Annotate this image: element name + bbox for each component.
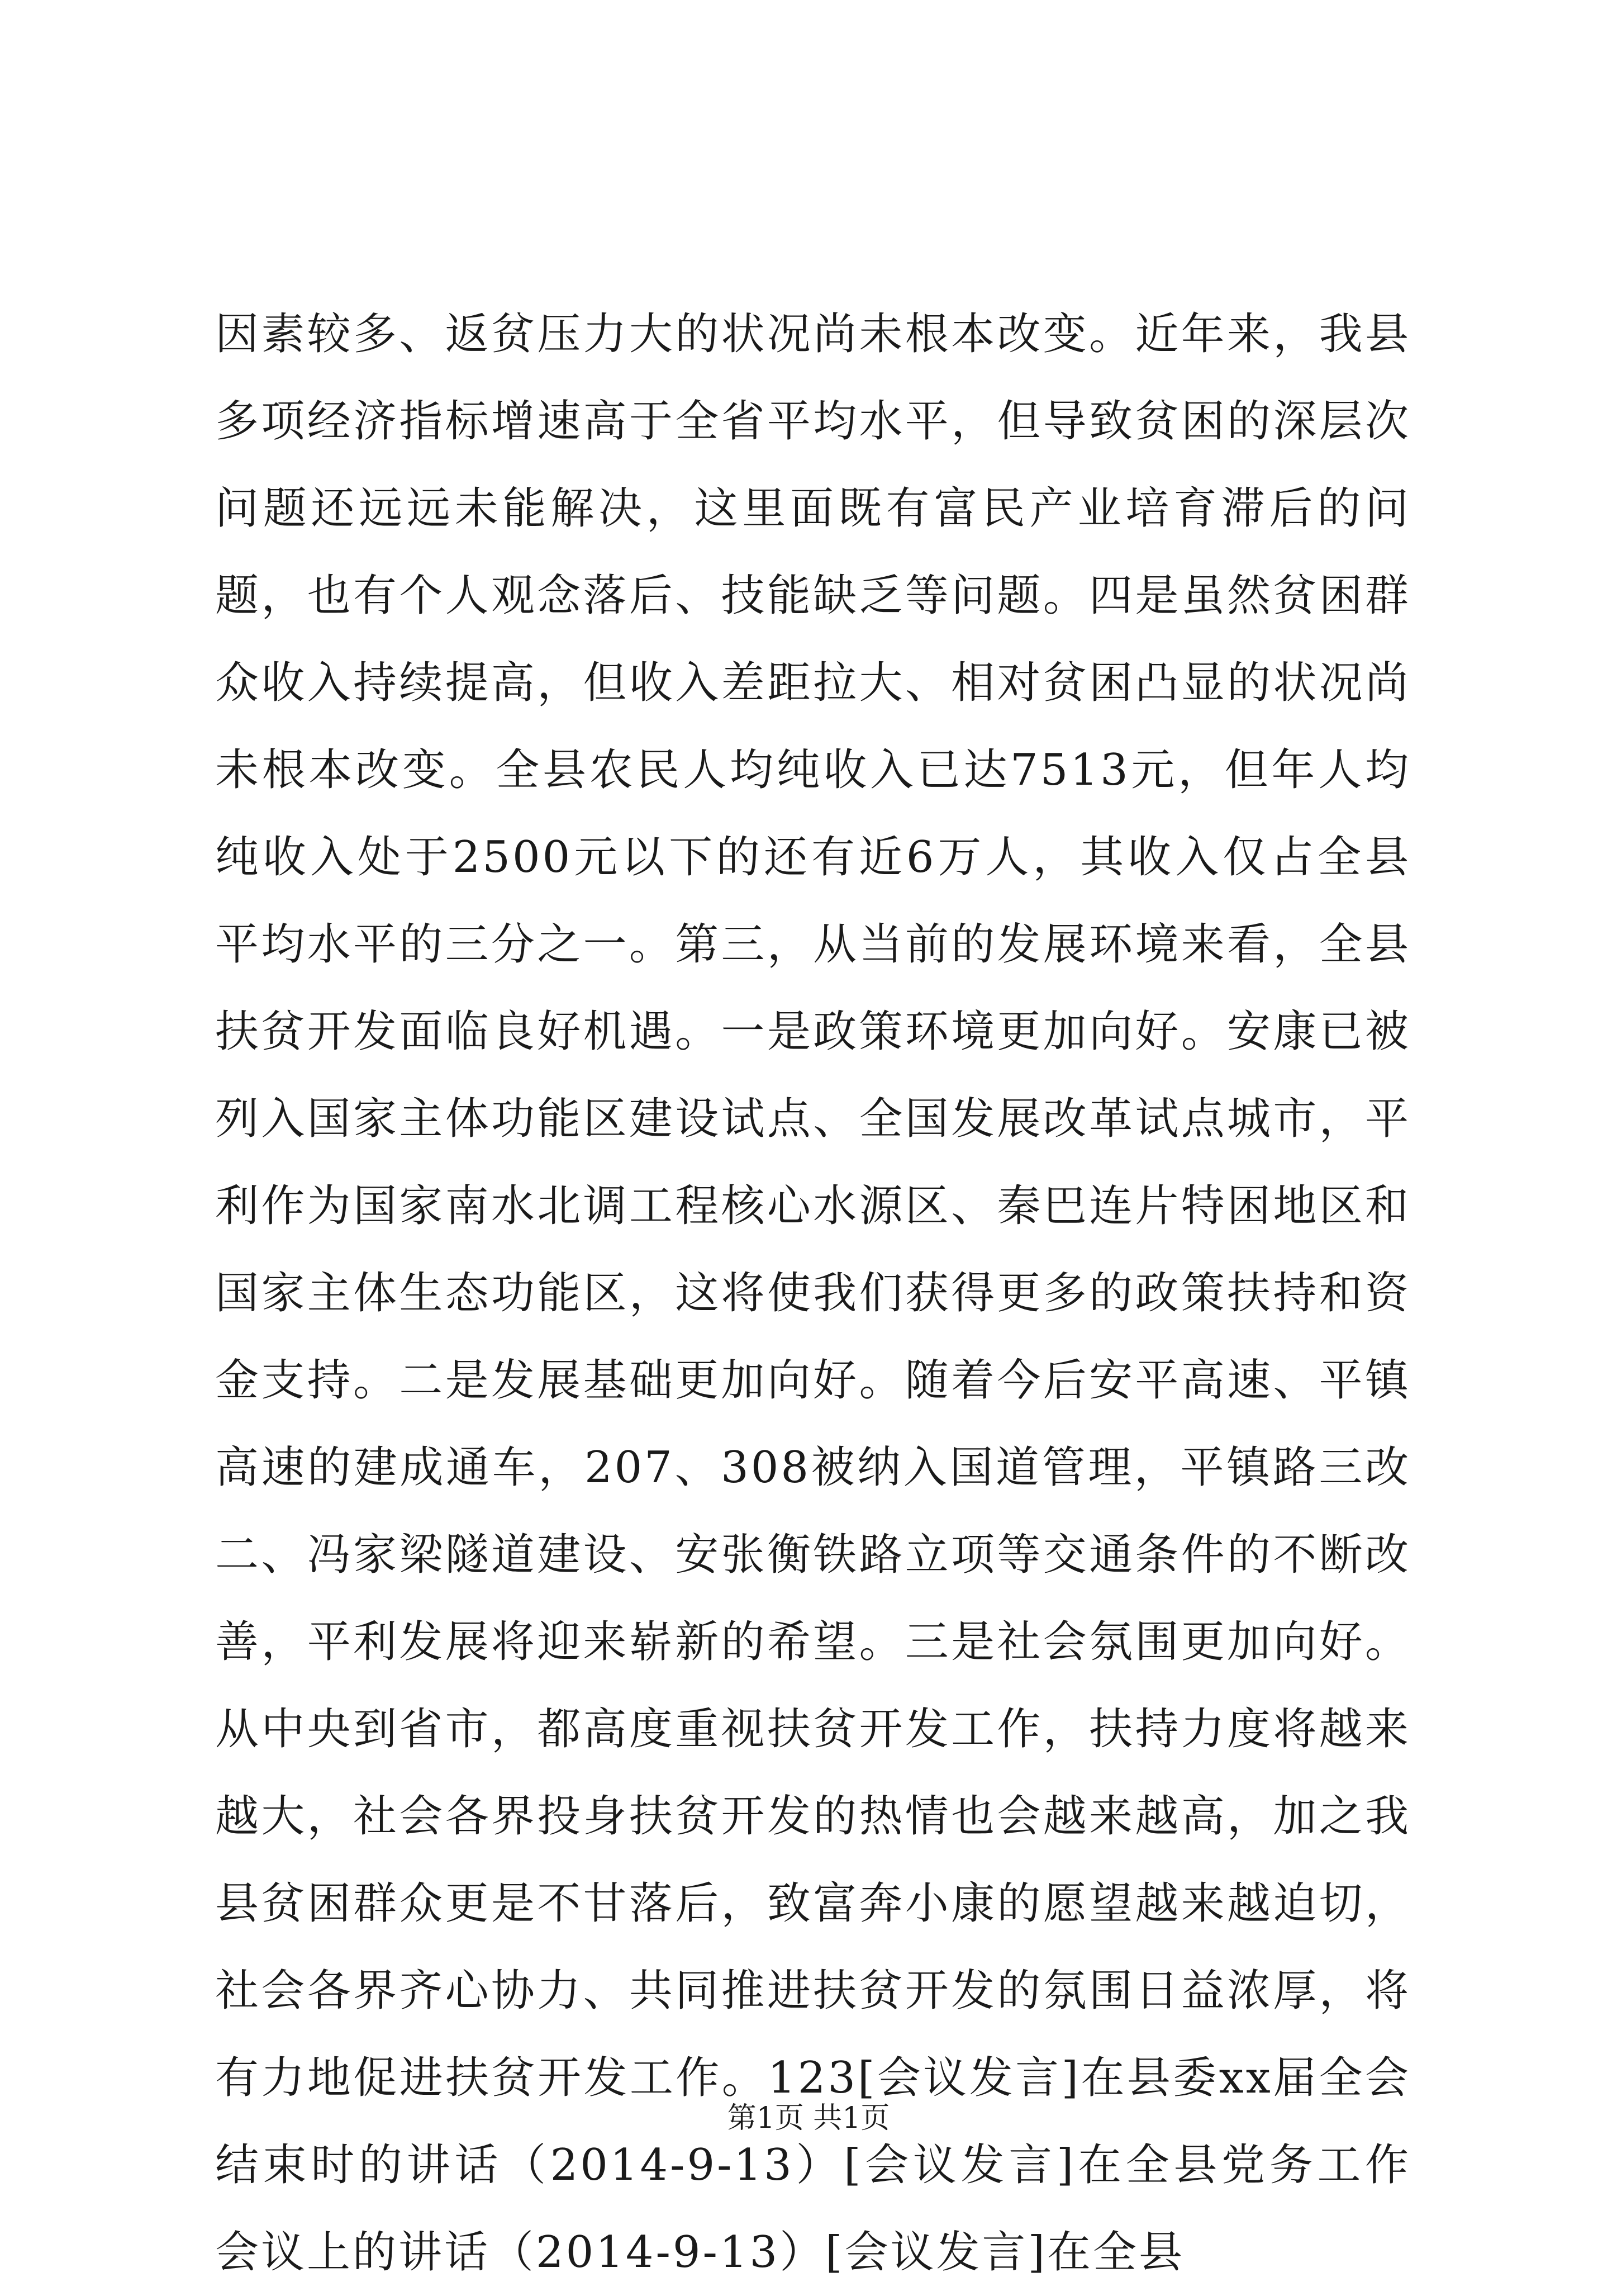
body-paragraph: 因素较多、返贫压力大的状况尚未根本改变。近年来，我县多项经济指标增速高于全省平均水平，但导致贫困的深层次问题还远远未能解决，这里面既有富民产业培育滞后的问题，也有个人观念落后、技能缺乏等问题。四是虽然贫困群众收入持续提高，但收入差距拉大、相对贫困凸显的状况尚未根本改变。全县农民人均纯收入已达7513元，但年人均纯收入处于2500元以下的还有近6万人，其收入仅占全县平均水平的三分之一。第三，从当前的发展环境来看，全县扶贫开发面临良好机遇。一是政策环境更加向好。安康已被列入国家主体功能区建设试点、全国发展改革试点城市，平利作为国家南水北调工程核心水源区、秦巴连片特困地区和国家主体生态功能区，这将使我们获得更多的政策扶持和资金支持。二是发展基础更加向好。随着今后安平高速、平镇高速的建成通车，207、308被纳入国道管理，平镇路三改二、冯家梁隧道建设、安张衡铁路立项等交通条件的不断改善，平利发展将迎来崭新的希望。三是社会氛围更加向好。从中央到省市，都高度重视扶贫开发工作，扶持力度将越来越大，社会各界投身扶贫开发的热情也会越来越高，加之我县贫困群众更是不甘落后，致富奔小康的愿望越来越迫切，社会各界齐心协力、共同推进扶贫开发的氛围日益浓厚，将有力地促进扶贫开发工作。123[会议发言]在县委xx届全会结束时的讲话（2014-9-13）[会议发言]在全县党务工作会议上的讲话（2014-9-13）[会议发言]在全县 <box>215 309 1411 2278</box>
page-number-footer: 第1页 共1页 <box>727 2101 890 2135</box>
